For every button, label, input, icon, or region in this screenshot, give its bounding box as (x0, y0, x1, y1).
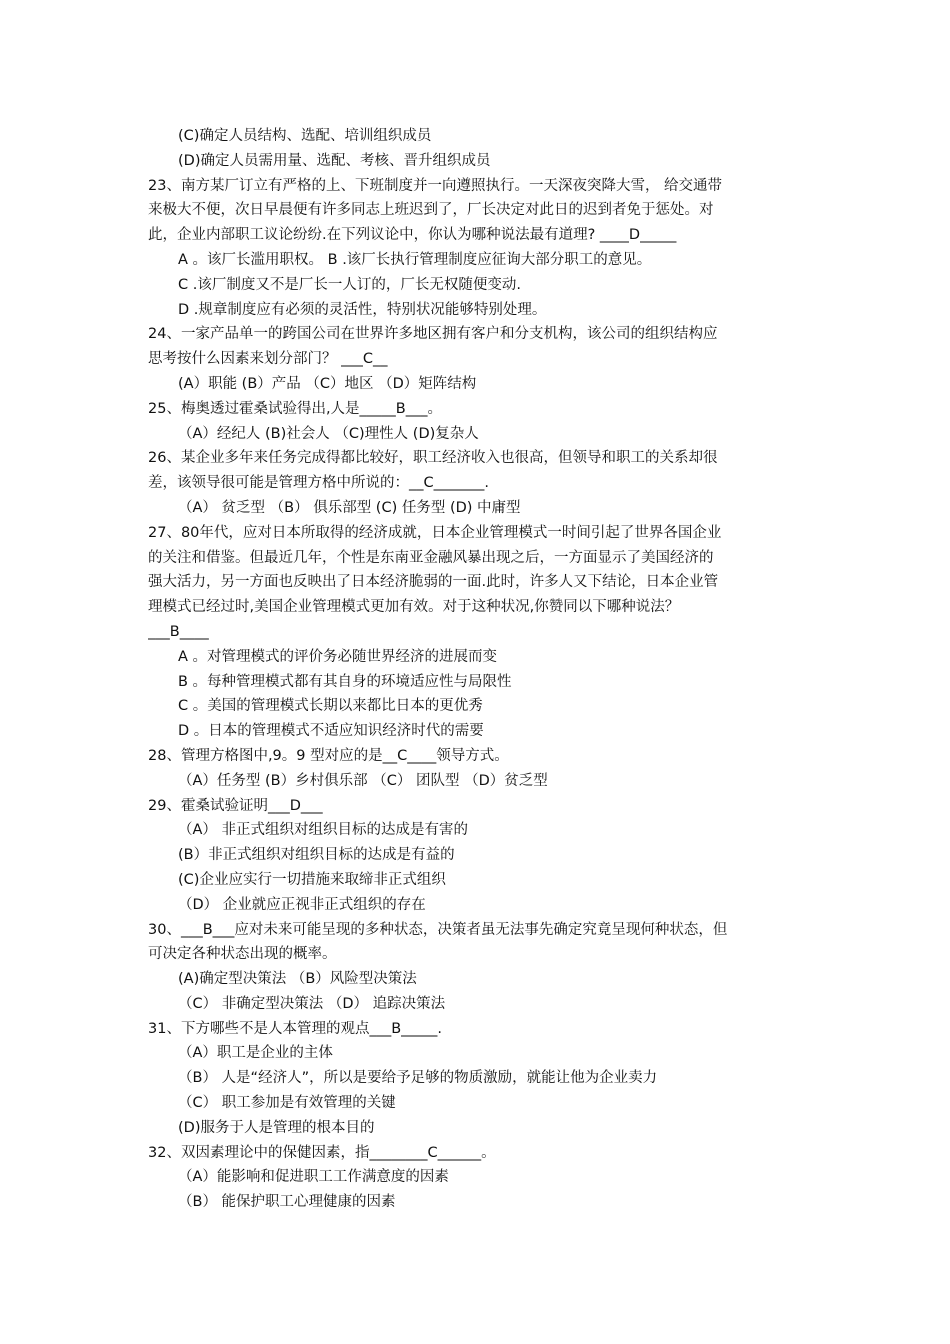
question-text-line: 23、南方某厂订立有严格的上、下班制度并一向遵照执行。一天深夜突降大雪， 给交通带 (148, 177, 723, 194)
question-text-line: 27、80年代，应对日本所取得的经济成就，日本企业管理模式一时间引起了世界各国企业 (148, 524, 722, 541)
question-text-line: 可决定各种状态出现的概率。 (148, 946, 337, 963)
question-text-line: 25、梅奥透过霍桑试验得出,人是_____B___。 (148, 400, 443, 417)
question-text-line: 思考按什么因素来划分部门？ ___C__ (148, 351, 388, 368)
answer-option-line: （A） 非正式组织对组织目标的达成是有害的 (178, 822, 469, 839)
answer-option-line: B 。每种管理模式都有其自身的环境适应性与局限性 (178, 673, 512, 690)
answer-option-line: (C)确定人员结构、选配、培训组织成员 (178, 128, 432, 144)
question-text-line: ___B____ (148, 623, 209, 640)
answer-option-line: （D） 企业就应正视非正式组织的存在 (178, 896, 426, 913)
answer-option-line: (A）职能 (B）产品 （C）地区 （D）矩阵结构 (178, 375, 477, 392)
answer-option-line: (A)确定型决策法 （B）风险型决策法 (178, 971, 417, 988)
answer-option-line: (D)服务于人是管理的根本目的 (178, 1119, 375, 1136)
answer-option-line: （C） 非确定型决策法 （D） 追踪决策法 (178, 995, 446, 1012)
question-text-line: 29、霍桑试验证明___D___ (148, 797, 323, 814)
question-text-line: 此，企业内部职工议论纷纷.在下列议论中，你认为哪种说法最有道理? ____D_____ (148, 227, 677, 244)
question-text-line: 来极大不便，次日早晨便有许多同志上班迟到了，厂长决定对此日的迟到者免于惩处。对 (148, 202, 714, 219)
question-text-line: 的关注和借鉴。但最近几年，个性是东南亚金融风暴出现之后，一方面显示了美国经济的 (148, 549, 714, 566)
answer-option-line: （A）经纪人 (B)社会人 （C)理性人 (D)复杂人 (178, 425, 479, 442)
question-text-line: 强大活力，另一方面也反映出了日本经济脆弱的一面.此时，许多人又下结论，日本企业管 (148, 574, 719, 591)
question-text-line: 差，该领导很可能是管理方格中所说的：__C_______. (148, 475, 489, 492)
question-text-line: 28、管理方格图中,9。9 型对应的是__C____领导方式。 (148, 747, 509, 764)
answer-option-line: （A）能影响和促进职工工作满意度的因素 (178, 1169, 449, 1186)
question-text-line: 32、双因素理论中的保健因素，指________C______。 (148, 1144, 496, 1161)
answer-option-line: (C)企业应实行一切措施来取缔非正式组织 (178, 871, 446, 888)
answer-option-line: （A）职工是企业的主体 (178, 1045, 333, 1062)
answer-option-line: D .规章制度应有必须的灵活性，特别状况能够特别处理。 (178, 301, 547, 318)
answer-option-line: (B）非正式组织对组织目标的达成是有益的 (178, 847, 455, 864)
question-text-line: 30、___B___应对未来可能呈现的多种状态，决策者虽无法事先确定究竟呈现何种状态，但 (148, 921, 728, 938)
answer-option-line: C 。美国的管理模式长期以来都比日本的更优秀 (178, 698, 483, 715)
question-text-line: 31、下方哪些不是人本管理的观点___B_____. (148, 1020, 443, 1037)
answer-option-line: A 。对管理模式的评价务必随世界经济的进展而变 (178, 648, 498, 665)
answer-option-line: （B） 能保护职工心理健康的因素 (178, 1194, 396, 1211)
answer-option-line: （C） 职工参加是有效管理的关键 (178, 1095, 396, 1112)
document-body (148, 124, 808, 1215)
answer-option-line: (D)确定人员需用量、选配、考核、晋升组织成员 (178, 152, 491, 169)
answer-option-line: D 。日本的管理模式不适应知识经济时代的需要 (178, 723, 484, 740)
answer-option-line: （A）任务型 (B）乡村俱乐部 （C） 团队型 （D）贫乏型 (178, 772, 548, 789)
answer-option-line: C .该厂制度又不是厂长一人订的，厂长无权随便变动. (178, 276, 521, 293)
answer-option-line: （B） 人是“经济人”，所以是要给予足够的物质激励，就能让他为企业卖力 (178, 1070, 658, 1087)
question-text-line: 24、一家产品单一的跨国公司在世界许多地区拥有客户和分支机构，该公司的组织结构应 (148, 326, 718, 343)
question-text-line: 26、某企业多年来任务完成得都比较好，职工经济收入也很高，但领导和职工的关系却很 (148, 450, 718, 467)
answer-option-line: A 。该厂长滥用职权。 B .该厂长执行管理制度应征询大部分职工的意见。 (178, 251, 652, 268)
answer-option-line: （A） 贫乏型 （B） 俱乐部型 (C) 任务型 (D) 中庸型 (178, 499, 521, 516)
question-text-line: 理模式已经过时,美国企业管理模式更加有效。对于这种状况,你赞同以下哪种说法？ (148, 599, 680, 616)
